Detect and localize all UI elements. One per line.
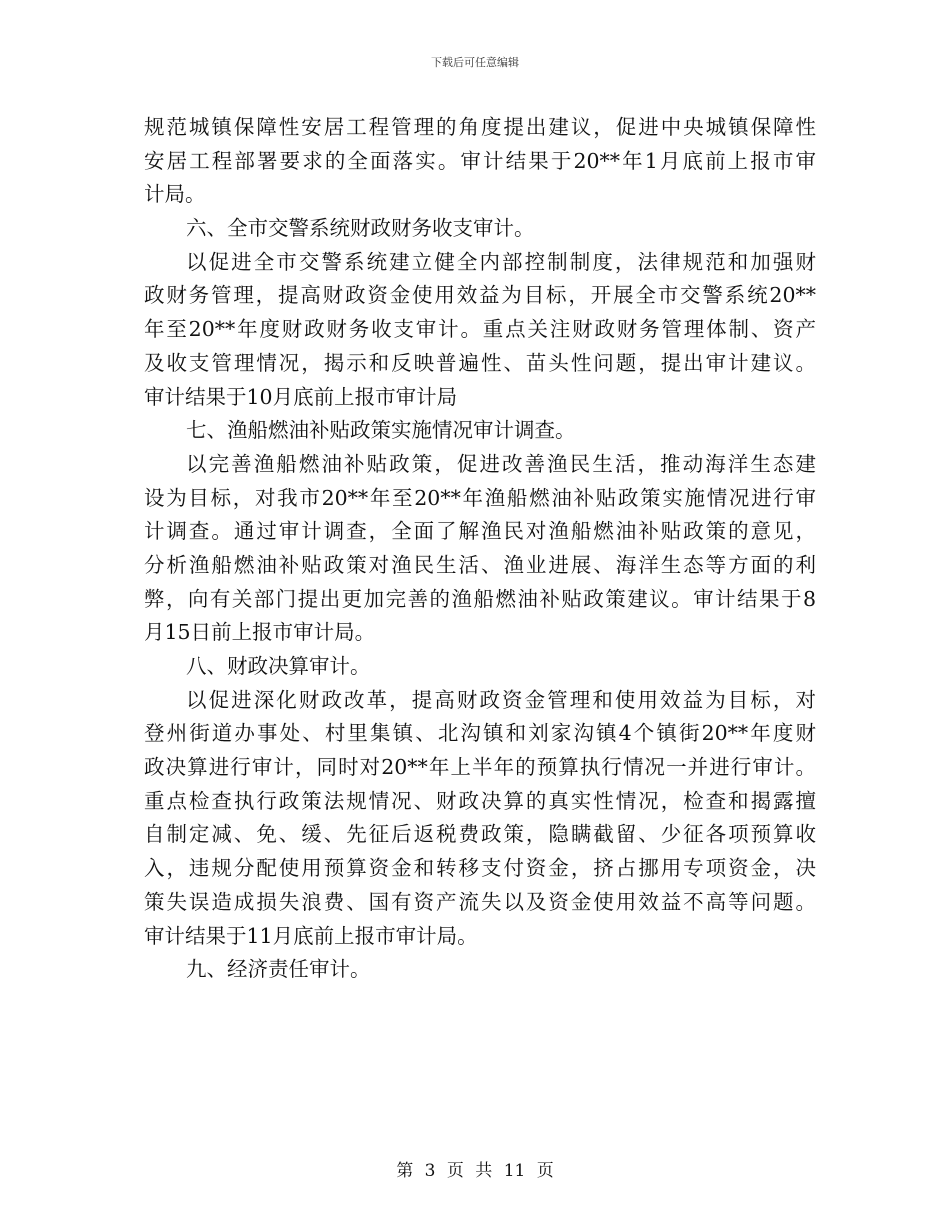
body-line: 登州街道办事处、村里集镇、北沟镇和刘家沟镇4个镇街20**年度财 <box>144 721 816 746</box>
body-line: 审计结果于10月底前上报市审计局 <box>144 384 458 409</box>
body-line: 政财务管理，提高财政资金使用效益为目标，开展全市交警系统20** <box>144 283 816 308</box>
body-line: 安居工程部署要求的全面落实。审计结果于20**年1月底前上报市审 <box>144 148 816 173</box>
body-line: 分析渔船燃油补贴政策对渔民生活、渔业进展、海洋生态等方面的利 <box>144 552 816 577</box>
body-line: 以完善渔船燃油补贴政策，促进改善渔民生活，推动海洋生态建 <box>186 451 816 476</box>
body-line: 自制定减、免、缓、先征后返税费政策，隐瞒截留、少征各项预算收 <box>144 822 816 847</box>
section-heading-9: 九、经济责任审计。 <box>186 957 371 982</box>
body-line: 入，违规分配使用预算资金和转移支付资金，挤占挪用专项资金，决 <box>144 856 816 881</box>
document-body <box>144 111 816 987</box>
body-line: 以促进全市交警系统建立健全内部控制制度，法律规范和加强财 <box>186 249 816 274</box>
section-heading-8: 八、财政决算审计。 <box>186 654 371 678</box>
body-line: 规范城镇保障性安居工程管理的角度提出建议，促进中央城镇保障性 <box>144 115 816 139</box>
body-line: 审计结果于11月底前上报市审计局。 <box>144 923 478 948</box>
body-line: 计调查。通过审计调查，全面了解渔民对渔船燃油补贴政策的意见， <box>144 519 816 544</box>
body-line: 以促进深化财政改革，提高财政资金管理和使用效益为目标，对 <box>186 687 816 712</box>
body-line: 策失误造成损失浪费、国有资产流失以及资金使用效益不高等问题。 <box>144 889 816 914</box>
page-header: 下载后可任意编辑 <box>431 56 519 69</box>
section-heading-7: 七、渔船燃油补贴政策实施情况审计调查。 <box>186 418 576 443</box>
body-line: 计局。 <box>144 182 206 207</box>
body-line: 月15日前上报市审计局。 <box>144 620 376 645</box>
body-line: 设为目标，对我市20**年至20**年渔船燃油补贴政策实施情况进行审 <box>144 485 816 510</box>
body-line: 弊，向有关部门提出更加完善的渔船燃油补贴政策建议。审计结果于8 <box>144 586 816 611</box>
section-heading-6: 六、全市交警系统财政财务收支审计。 <box>186 216 535 241</box>
body-line: 及收支管理情况，揭示和反映普遍性、苗头性问题，提出审计建议。 <box>144 350 816 375</box>
body-line: 年至20**年度财政财务收支审计。重点关注财政财务管理体制、资产 <box>144 317 816 342</box>
body-line: 政决算进行审计，同时对20**年上半年的预算执行情况一并进行审计。 <box>144 755 816 780</box>
body-line: 重点检查执行政策法规情况、财政决算的真实性情况，检查和揭露擅 <box>144 788 816 813</box>
page-number-footer: 第 3 页 共 11 页 <box>396 1161 554 1181</box>
